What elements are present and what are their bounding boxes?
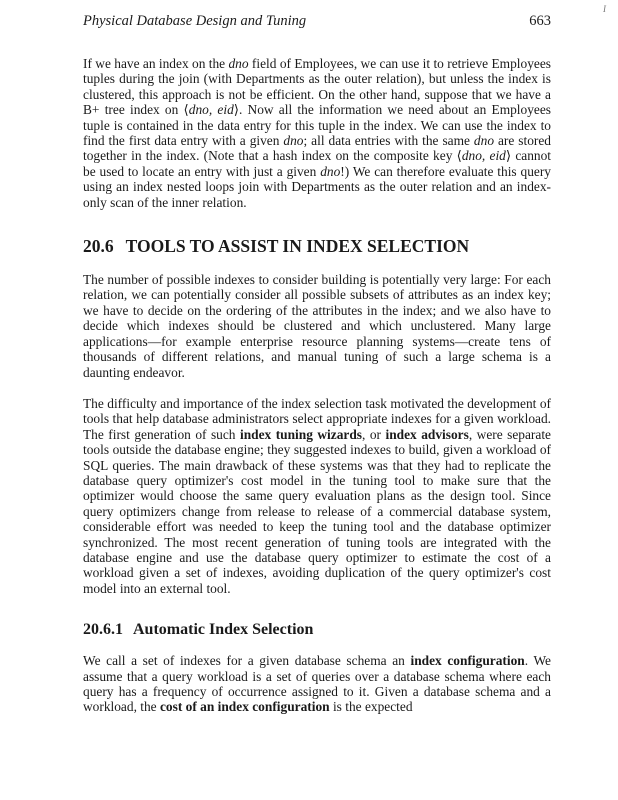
- running-head-title: Physical Database Design and Tuning: [83, 13, 307, 29]
- text-run: ⟩ cannot be used to locate an entry with just a given: [83, 148, 552, 179]
- text-run: is the expected: [329, 699, 413, 715]
- term-index-advisors: index advisors: [385, 426, 469, 442]
- term-cost-of-index-configuration: cost of an index configuration: [159, 699, 330, 715]
- term-index-tuning-wizards: index tuning wizards: [239, 426, 363, 442]
- section-title: TOOLS TO ASSIST IN INDEX SELECTION: [125, 236, 470, 257]
- text-run: , or: [362, 426, 386, 442]
- subsection-number: 20.6.1: [83, 621, 123, 639]
- page-body: [83, 56, 551, 715]
- margin-mark: I: [603, 4, 606, 14]
- text-run: If we have an index on the: [83, 56, 229, 71]
- text-run: . We assume that a query workload is a set of queries over a database schema where each query has a frequency of occurrence assigned to it. Given a database schema and a workload, the: [83, 653, 551, 715]
- composite-key: dno, eid: [461, 148, 506, 164]
- paragraph-tuning-tools: [83, 396, 551, 596]
- section-number: 20.6: [83, 236, 114, 257]
- field-name-dno: dno: [320, 163, 341, 179]
- paragraph-possible-indexes: The number of possible indexes to consider building is potentially very large: For each relation, we can potentially consider all possible subsets of attributes as an index key; we have to decide on the ordering of the attributes in the index; and we also have to decide which indexes should be clustered and which unclustered. Many large applications—for example enterprise resource planning systems—create tens of thousands of different relations, and manual tuning of such a large schema is a daunting endeavor.: [83, 272, 551, 380]
- text-run: ; all data entries with the same: [303, 133, 474, 149]
- text-run: , were separate tools outside the database engine; they suggested indexes to build, given a workload of SQL queries. The main drawback of these systems was that they had to replicate the database query optimizer's cost model in the tuning tool to make sure that the optimizer would choose the same query evaluation plans as the design tool. Since query optimizers change from release to release of a commercial database system, considerable effort was needed to keep the tuning tool and the database optimizer synchronized. The most recent generation of tuning tools are integrated with the database engine and use the database query optimizer to estimate the cost of a workload given a set of indexes, avoiding duplication of the query optimizer's cost model into an external tool.: [83, 426, 551, 596]
- subsection-title: Automatic Index Selection: [133, 621, 314, 639]
- field-name-dno: dno: [283, 133, 304, 149]
- text-run: ⟩. Now all the information we need about an Employees tuple is contained in the data entry for this tuple in the index. We can use the index to find the first data entry with a given: [83, 102, 552, 149]
- composite-key: dno, eid: [188, 102, 234, 118]
- text-run: The difficulty and importance of the index selection task motivated the development of tools that help database administrators select appropriate indexes for a given workload. The first generation of such: [83, 395, 551, 442]
- text-run: !) We can therefore evaluate this query using an index nested loops join with Departments as the outer relation and an index-only scan of the inner relation.: [83, 163, 551, 210]
- section-heading: [83, 236, 551, 256]
- text-run: We call a set of indexes for a given database schema an: [83, 653, 411, 669]
- term-index-configuration: index configuration: [410, 653, 525, 669]
- subsection-heading: [83, 620, 551, 639]
- running-head: [83, 13, 551, 33]
- field-name-dno: dno: [228, 56, 249, 71]
- text-run: are stored together in the index. (Note that a hash index on the composite key ⟨: [83, 133, 551, 164]
- text-run: field of Employees, we can use it to retrieve Employees tuples during the join (with Departments as the outer relation), but unless the index is clustered, this approach is not be efficient. On the other hand, suppose that we have a B+ tree index on ⟨: [83, 56, 551, 118]
- paragraph-index-configuration: [83, 653, 551, 715]
- page-number: 663: [529, 13, 551, 29]
- paragraph-index-only-join: [83, 56, 551, 210]
- field-name-dno: dno: [473, 133, 495, 149]
